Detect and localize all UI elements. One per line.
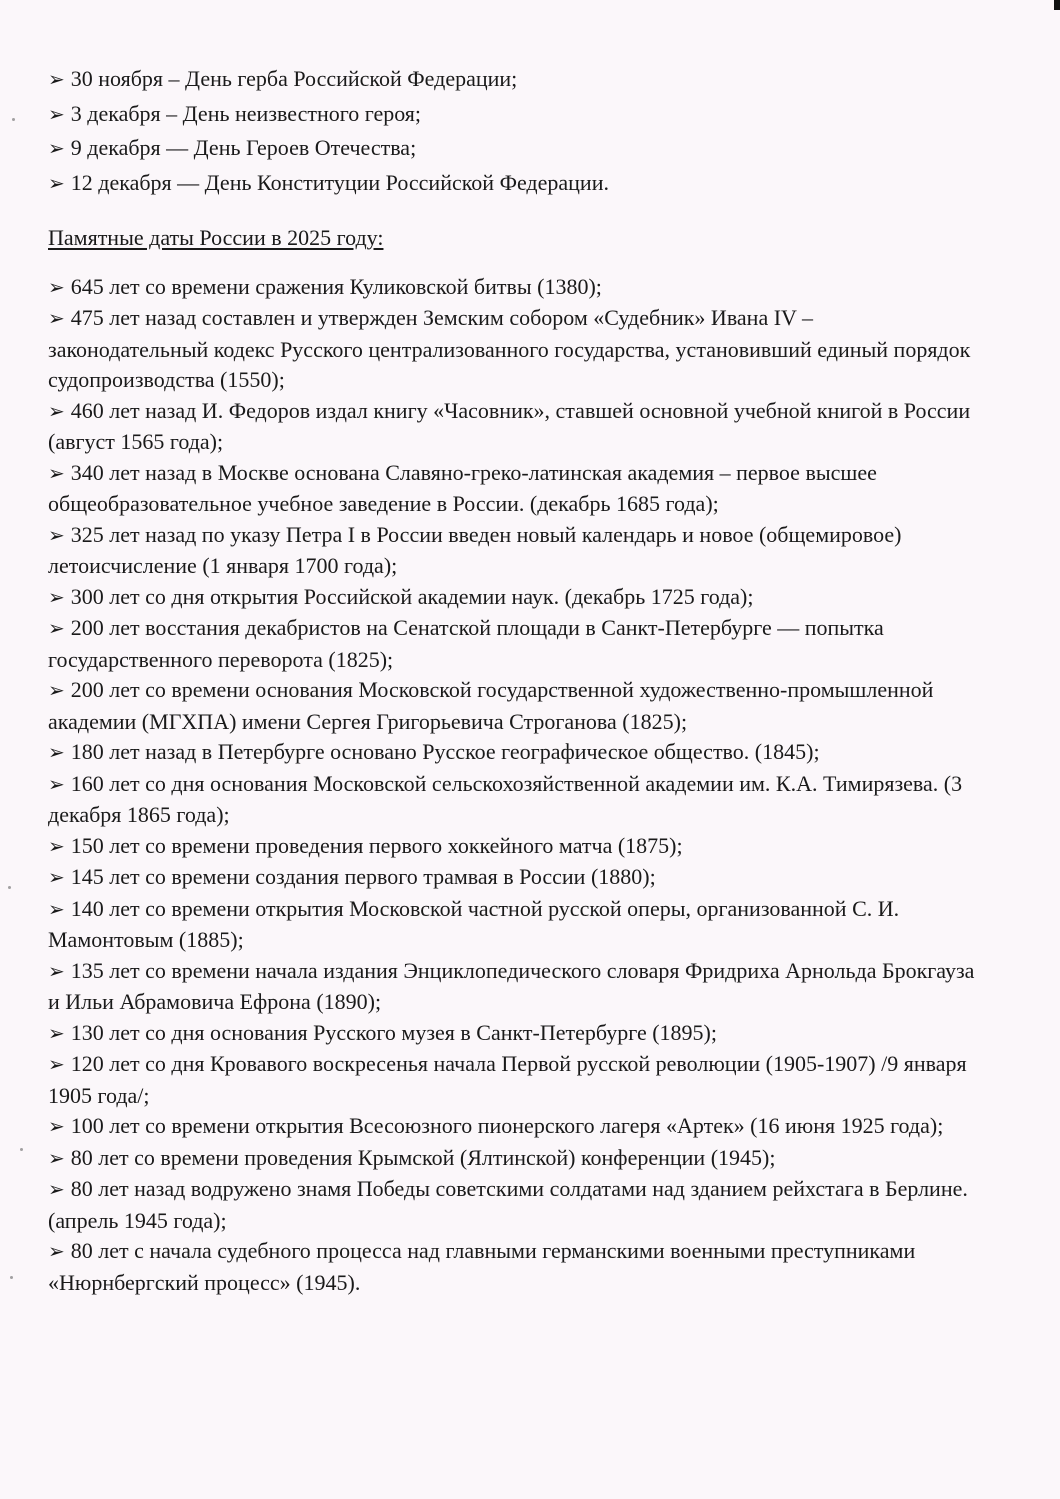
arrow-bullet-icon: ➢ (48, 773, 65, 796)
arrow-bullet-icon: ➢ (48, 1022, 65, 1045)
list-item-text: 160 лет со дня основания Московской сельскохозяйственной академии им. К.А. Тимирязева. (3 декабря 1865 года); (48, 770, 963, 827)
list-item-text: 460 лет назад И. Федоров издал книгу «Часовник», ставшей основной учебной книгой в России (август 1565 года); (48, 397, 971, 454)
arrow-bullet-icon: ➢ (48, 462, 65, 485)
scan-speck (10, 1276, 13, 1279)
arrow-bullet-icon: ➢ (48, 172, 65, 195)
list-item-text: 200 лет со времени основания Московской государственной художественно-промышленной академии (МГХПА) имени Сергея Григорьевича Строганова (1825); (48, 677, 934, 734)
arrow-bullet-icon: ➢ (48, 1179, 65, 1201)
list-item (48, 737, 978, 769)
arrow-bullet-icon: ➢ (48, 1241, 65, 1263)
arrow-bullet-icon: ➢ (48, 1116, 65, 1138)
arrow-bullet-icon: ➢ (48, 138, 65, 160)
list-item (48, 1174, 978, 1236)
list-item (48, 613, 978, 675)
arrow-bullet-icon: ➢ (48, 308, 65, 330)
list-item-text: 645 лет со времени сражения Куликовской битвы (1380); (70, 273, 602, 299)
arrow-bullet-icon: ➢ (48, 618, 65, 640)
arrow-bullet-icon: ➢ (48, 103, 65, 126)
list-item (48, 168, 978, 200)
list-item (48, 458, 978, 520)
list-item-text: 12 декабря — День Конституции Российской Федерации. (70, 169, 609, 195)
arrow-bullet-icon: ➢ (48, 680, 65, 702)
list-item (48, 1018, 978, 1050)
arrow-bullet-icon: ➢ (48, 524, 65, 547)
list-item (48, 1236, 978, 1298)
scan-speck (8, 886, 11, 889)
list-item (48, 831, 978, 863)
arrow-bullet-icon: ➢ (48, 1147, 65, 1170)
arrow-bullet-icon: ➢ (48, 742, 65, 764)
memorable-dates-list (48, 272, 978, 1299)
scan-speck (12, 118, 15, 121)
list-item-text: 325 лет назад по указу Петра I в России введен новый календарь и новое (общемировое) летоисчисление (1 января 1700 года); (48, 521, 902, 578)
list-item-text: 180 лет назад в Петербурге основано Русское географическое общество. (1845); (70, 739, 820, 764)
section-heading: Памятные даты России в 2025 году: (48, 225, 384, 250)
list-item (48, 582, 978, 614)
arrow-bullet-icon: ➢ (48, 898, 65, 921)
list-item-text: 145 лет со времени создания первого трамвая в России (1880); (70, 864, 656, 889)
list-item-text: 80 лет назад водружено знамя Победы советскими солдатами над зданием рейхстага в Берлине. (апрель 1945 года); (48, 1176, 968, 1233)
list-item-text: 475 лет назад составлен и утвержден Земским собором «Судебник» Ивана IV – законодательный кодекс Русского централизованного государства, установивший единый порядок судопроизводства (1550); (48, 305, 971, 392)
holidays-list (48, 64, 978, 199)
list-item-text: 100 лет со времени открытия Всесоюзного пионерского лагеря «Артек» (16 июня 1925 года); (70, 1113, 944, 1138)
list-item (48, 396, 978, 458)
list-item (48, 303, 978, 396)
list-item (48, 272, 978, 304)
list-item (48, 1111, 978, 1143)
list-item-text: 300 лет со дня открытия Российской академии наук. (декабрь 1725 года); (70, 583, 754, 609)
list-item (48, 99, 978, 131)
list-item-text: 340 лет назад в Москве основана Славяно-греко-латинская академия – первое высшее общеобразовательное учебное заведение в России. (декабрь 1685 года); (48, 459, 877, 516)
list-item-text: 80 лет со времени проведения Крымской (Ялтинской) конференции (1945); (70, 1144, 776, 1170)
list-item (48, 956, 978, 1018)
list-item (48, 1143, 978, 1175)
list-item-text: 200 лет восстания декабристов на Сенатской площади в Санкт-Петербурге — попытка государственного переворота (1825); (48, 615, 884, 672)
scan-speck (20, 1148, 23, 1151)
list-item (48, 862, 978, 894)
list-item-text: 30 ноября – День герба Российской Федерации; (70, 66, 518, 91)
list-item (48, 520, 978, 582)
arrow-bullet-icon: ➢ (48, 276, 65, 299)
list-item-text: 150 лет со времени проведения первого хоккейного матча (1875); (70, 832, 683, 858)
list-item (48, 894, 978, 956)
arrow-bullet-icon: ➢ (48, 867, 65, 889)
arrow-bullet-icon: ➢ (48, 1054, 65, 1076)
list-item-text: 9 декабря — День Героев Отечества; (70, 135, 417, 160)
list-item (48, 675, 978, 737)
list-item-text: 120 лет со дня Кровавого воскресенья начала Первой русской революции (1905-1907) /9 января 1905 года/; (48, 1051, 967, 1108)
list-item-text: 135 лет со времени начала издания Энциклопедического словаря Фридриха Арнольда Брокгауза и Ильи Абрамовича Ефрона (1890); (48, 957, 975, 1014)
scan-edge-mark (1054, 0, 1060, 10)
list-item-text: 3 декабря – День неизвестного героя; (70, 100, 422, 126)
list-item (48, 64, 978, 96)
list-item (48, 769, 978, 831)
list-item (48, 133, 978, 165)
arrow-bullet-icon: ➢ (48, 835, 65, 858)
arrow-bullet-icon: ➢ (48, 400, 65, 423)
arrow-bullet-icon: ➢ (48, 69, 65, 91)
document-body (48, 64, 978, 1298)
arrow-bullet-icon: ➢ (48, 586, 65, 609)
list-item-text: 80 лет с начала судебного процесса над главными германскими военными преступниками «Нюрнбергский процесс» (1945). (48, 1238, 916, 1295)
arrow-bullet-icon: ➢ (48, 960, 65, 983)
list-item-text: 140 лет со времени открытия Московской частной русской оперы, организованной С. И. Мамонтовым (1885); (48, 895, 900, 952)
list-item (48, 1049, 978, 1111)
list-item-text: 130 лет со дня основания Русского музея в Санкт-Петербурге (1895); (70, 1019, 717, 1045)
